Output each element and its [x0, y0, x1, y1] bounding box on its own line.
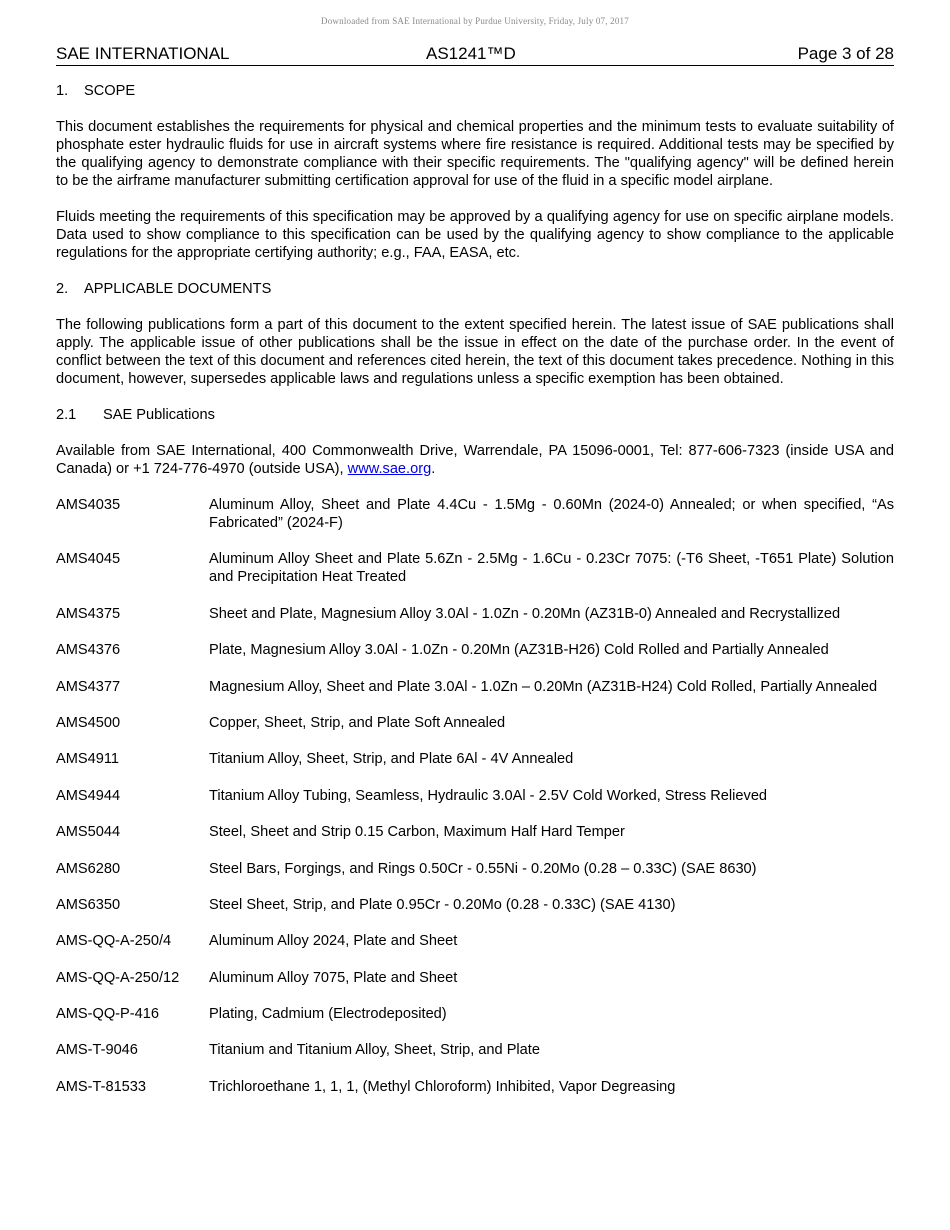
reference-title: Steel, Sheet and Strip 0.15 Carbon, Maximum Half Hard Temper	[209, 824, 625, 841]
section-number: 1.	[56, 83, 69, 99]
availability-paragraph	[56, 442, 894, 478]
reference-title: Trichloroethane 1, 1, 1, (Methyl Chloroform) Inhibited, Vapor Degreasing	[209, 1078, 676, 1095]
reference-code: AMS-T-9046	[56, 1042, 138, 1059]
reference-code: AMS-QQ-A-250/12	[56, 969, 180, 986]
page-header	[56, 44, 894, 66]
reference-code: AMS4376	[56, 642, 121, 659]
section-title: SCOPE	[84, 83, 136, 99]
applicable-documents-paragraph: The following publications form a part of this document to the extent specified herein. The latest issue of SAE publications shall apply. The applicable issue of other publications shall be the issue in effect on the date of the purchase order. In the event of conflict between the text of this document and references cited herein, the text of this document takes precedence. Nothing in this document, however, supersedes applicable laws and regulations unless a specific exemption has been obtained.	[56, 317, 894, 387]
reference-code: AMS-QQ-P-416	[56, 1006, 159, 1023]
reference-title: Plate, Magnesium Alloy 3.0Al - 1.0Zn - 0.20Mn (AZ31B-H26) Cold Rolled and Partially Annealed	[209, 642, 829, 659]
scope-paragraph-2: Fluids meeting the requirements of this specification may be approved by a qualifying agency for use on specific airplane models. Data used to show compliance to this specification can be used by the qualifying agency to show compliance to the applicable regulations for the appropriate certifying authority; e.g., FAA, EASA, etc.	[56, 209, 894, 261]
reference-code: AMS4375	[56, 605, 121, 622]
reference-item	[56, 787, 894, 805]
reference-code: AMS4035	[56, 497, 121, 513]
reference-code: AMS4377	[56, 678, 121, 695]
reference-item	[56, 1005, 894, 1023]
reference-title: Steel Sheet, Strip, and Plate 0.95Cr - 0.20Mo (0.28 - 0.33C) (SAE 4130)	[209, 896, 676, 913]
reference-item	[56, 496, 894, 532]
section-number: 2.	[56, 281, 69, 297]
document-body	[56, 82, 894, 1114]
reference-title: Titanium and Titanium Alloy, Sheet, Strip, and Plate	[209, 1042, 540, 1059]
reference-code: AMS4911	[56, 751, 120, 768]
reference-title: Copper, Sheet, Strip, and Plate Soft Annealed	[209, 714, 506, 731]
download-watermark: Downloaded from SAE International by Purdue University, Friday, July 07, 2017	[321, 16, 629, 26]
reference-title: Aluminum Alloy 2024, Plate and Sheet	[209, 933, 458, 950]
reference-code: AMS5044	[56, 824, 121, 841]
reference-item	[56, 750, 894, 768]
reference-item	[56, 860, 894, 878]
reference-title: Titanium Alloy, Sheet, Strip, and Plate 6Al - 4V Annealed	[209, 751, 574, 768]
section-1-heading	[56, 82, 894, 100]
reference-item	[56, 605, 894, 623]
reference-item	[56, 1078, 894, 1096]
reference-code: AMS6350	[56, 896, 121, 913]
reference-code: AMS-T-81533	[56, 1078, 147, 1095]
reference-title: Plating, Cadmium (Electrodeposited)	[209, 1006, 447, 1023]
reference-title: Magnesium Alloy, Sheet and Plate 3.0Al - 1.0Zn – 0.20Mn (AZ31B-H24) Cold Rolled, Partially Annealed	[209, 678, 878, 695]
reference-code: AMS4500	[56, 714, 121, 731]
reference-item	[56, 1041, 894, 1059]
section-title: APPLICABLE DOCUMENTS	[84, 281, 272, 297]
section-title: SAE Publications	[103, 407, 215, 423]
reference-title: Titanium Alloy Tubing, Seamless, Hydraulic 3.0Al - 2.5V Cold Worked, Stress Relieved	[209, 787, 768, 804]
reference-title: Sheet and Plate, Magnesium Alloy 3.0Al - 1.0Zn - 0.20Mn (AZ31B-0) Annealed and Recrystallized	[209, 605, 841, 622]
availability-end: .	[431, 461, 436, 477]
section-number: 2.1	[56, 407, 77, 423]
reference-item	[56, 550, 894, 586]
section-2-heading	[56, 280, 894, 298]
sae-website-link[interactable]: www.sae.org	[347, 461, 432, 477]
reference-code: AMS4944	[56, 787, 121, 804]
reference-item	[56, 896, 894, 914]
reference-title: Aluminum Alloy Sheet and Plate 5.6Zn - 2.5Mg - 1.6Cu - 0.23Cr 7075: (-T6 Sheet, -T651 Plate) Solution and Precipitation Heat Treated	[209, 551, 894, 586]
reference-title: Steel Bars, Forgings, and Rings 0.50Cr - 0.55Ni - 0.20Mo (0.28 – 0.33C) (SAE 8630)	[209, 860, 757, 877]
scope-paragraph-1: This document establishes the requirements for physical and chemical properties and the minimum tests to evaluate suitability of phosphate ester hydraulic fluids for use in aircraft systems where fire resistance is required. Additional tests may be specified by the qualifying agency to demonstrate compliance with their specific requirements. The "qualifying agency" will be defined herein to be the airframe manufacturer submitting certification approval for use of the fluid in a specific model airplane.	[56, 119, 894, 189]
reference-code: AMS-QQ-A-250/4	[56, 933, 172, 950]
reference-list	[56, 496, 894, 1096]
reference-code: AMS6280	[56, 860, 121, 877]
reference-item	[56, 932, 894, 950]
availability-text: Available from SAE International, 400 Commonwealth Drive, Warrendale, PA 15096-0001, Tel: 877-606-7323 (inside USA and Canada) or +1 724-776-4970 (outside USA),	[56, 443, 894, 477]
reference-item	[56, 714, 894, 732]
header-organization: SAE INTERNATIONAL	[56, 44, 230, 63]
reference-title: Aluminum Alloy, Sheet and Plate 4.4Cu - 1.5Mg - 0.60Mn (2024-0) Annealed; or when specified, “As Fabricated” (2024-F)	[209, 497, 894, 531]
header-page-number: Page 3 of 28	[797, 44, 894, 63]
section-2-1-heading	[56, 406, 894, 424]
reference-item	[56, 641, 894, 659]
reference-item	[56, 969, 894, 987]
reference-item	[56, 823, 894, 841]
reference-code: AMS4045	[56, 551, 121, 568]
reference-item	[56, 678, 894, 696]
reference-title: Aluminum Alloy 7075, Plate and Sheet	[209, 969, 458, 986]
header-document-id: AS1241™D	[426, 44, 516, 63]
